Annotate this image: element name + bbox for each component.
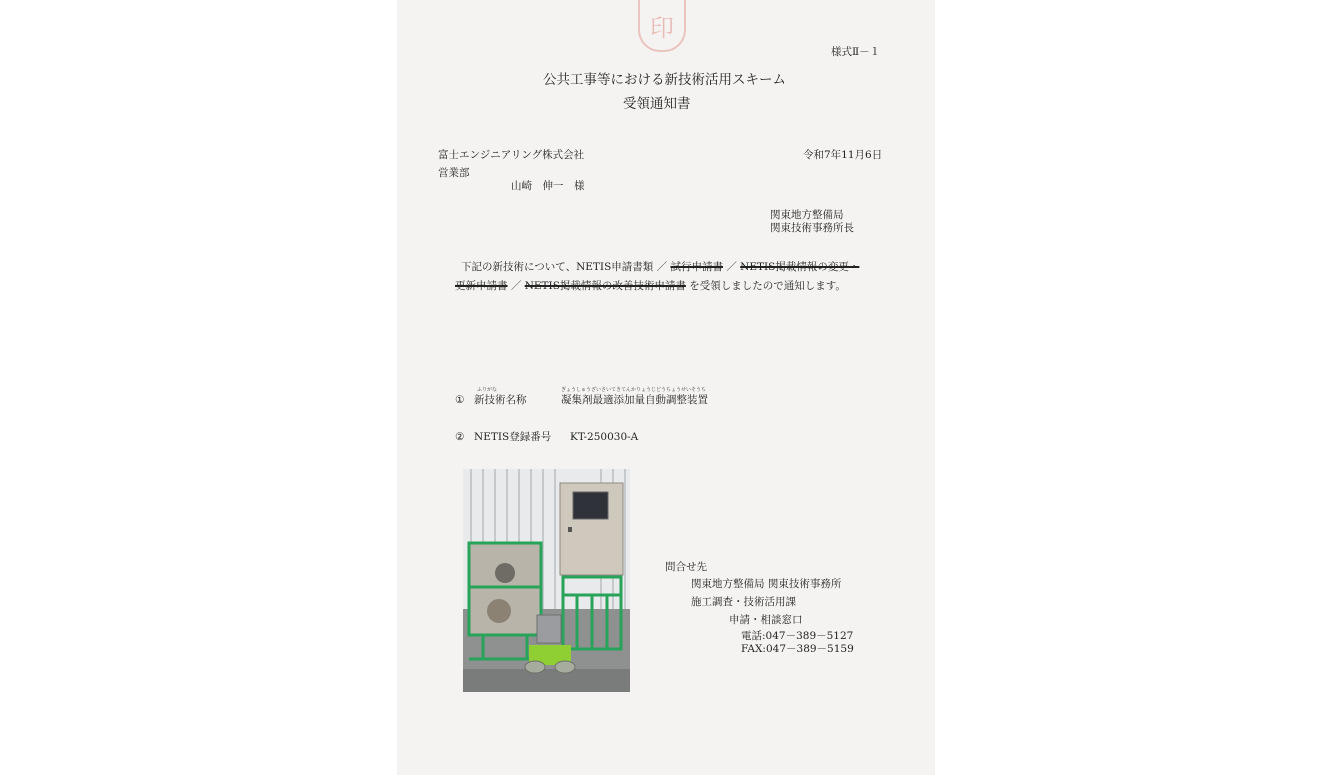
issuer-line1: 関東地方整備局	[770, 209, 844, 221]
item-2-label: NETIS登録番号	[474, 431, 552, 443]
document-subtitle: 受領通知書	[623, 96, 691, 112]
contact-tel: 電話:047－389－5127	[741, 630, 854, 642]
contact-org: 関東地方整備局 関東技術事務所	[691, 578, 842, 590]
contact-heading: 問合せ先	[665, 561, 707, 573]
contact-window: 申請・相談窓口	[729, 614, 803, 626]
product-photo-illustration	[463, 469, 630, 692]
body-separator: ／	[726, 261, 737, 273]
body-suffix: を受領しましたので通知します。	[689, 280, 846, 292]
body-separator: ／	[510, 280, 522, 292]
issue-date: 令和7年11月6日	[803, 149, 883, 161]
product-photo	[463, 469, 630, 692]
body-line1	[461, 261, 859, 274]
body-prefix: 下記の新技術について、NETIS申請書類	[461, 261, 654, 273]
contact-fax: FAX:047－389－5159	[741, 643, 854, 655]
document-title: 公共工事等における新技術活用スキーム	[543, 72, 786, 88]
issuer-line2: 関東技術事務所長	[770, 222, 854, 234]
strike-change-application-a: NETIS掲載情報の変更・	[740, 261, 860, 273]
item-1-value-ruby: ぎょうしゅうざいさいてきてんかりょうじどうちょうせいそうち	[561, 387, 707, 393]
item-1-number: ①	[455, 394, 465, 406]
body-separator: ／	[656, 261, 668, 273]
strike-trial-application: 試行申請書	[670, 261, 723, 273]
recipient-company: 富士エンジニアリング株式会社	[438, 149, 585, 161]
seal-glyph: 印	[650, 14, 674, 42]
recipient-person: 山崎 伸一 様	[511, 180, 585, 192]
item-1-label: 新技術名称	[474, 394, 527, 406]
form-number: 様式Ⅱ－１	[831, 46, 881, 58]
item-2-number: ②	[455, 431, 465, 443]
strike-improvement-application: NETIS掲載情報の改善技術申請書	[524, 280, 686, 292]
contact-section: 施工調査・技術活用課	[691, 596, 796, 608]
body-line2	[455, 280, 846, 293]
strike-change-application-b: 更新申請書	[455, 280, 508, 292]
item-1-value: 凝集剤最適添加量自動調整装置	[561, 394, 708, 406]
recipient-department: 営業部	[438, 167, 470, 179]
item-2-value: KT-250030-A	[570, 431, 639, 443]
red-seal-stamp	[638, 0, 686, 52]
item-1-label-ruby: ふりがな	[477, 387, 498, 393]
